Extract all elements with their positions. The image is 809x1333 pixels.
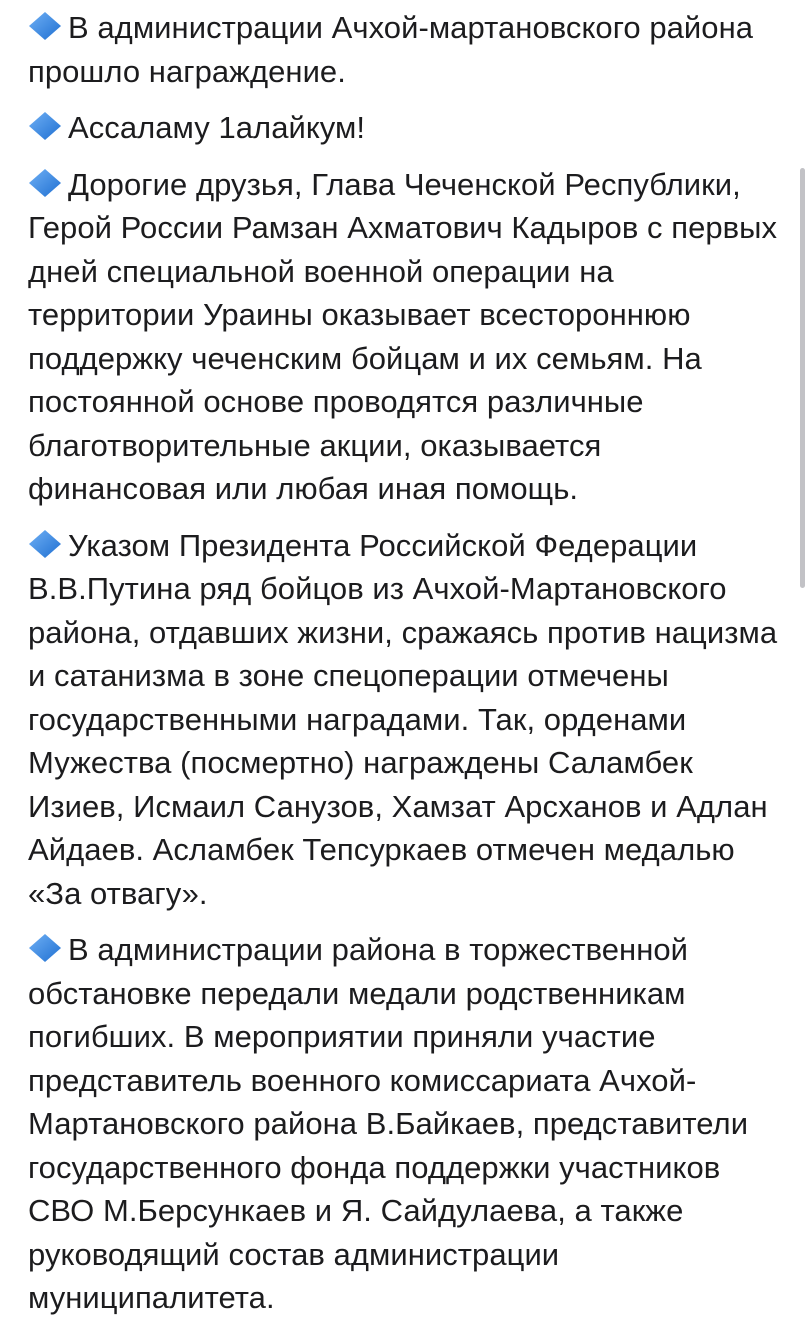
large-blue-diamond-icon bbox=[28, 109, 62, 139]
paragraph-text: Указом Президента Российской Федерации В.В.Путина ряд бойцов из Ачхой-Мартановского района, отдавших жизни, сражаясь против нацизма и сатанизма в зоне спецоперации отмечены государственными наградами. Так, орденами Мужества (посмертно) награждены Саламбек Изиев, Исмаил Санузов, Хамзат Арсханов и Адлан Айдаев. Асламбек Тепсуркаев отмечен медалью «За отвагу». bbox=[28, 527, 778, 911]
large-blue-diamond-icon bbox=[28, 527, 62, 557]
message-paragraph bbox=[28, 524, 788, 916]
paragraph-text: В администрации Ачхой-мартановского района прошло награждение. bbox=[28, 10, 754, 89]
paragraph-text: Дорогие друзья, Глава Чеченской Республики, Герой России Рамзан Ахматович Кадыров с первых дней специальной военной операции на территории Ураины оказывает всестороннюю поддержку чеченским бойцам и их семьям. На постоянной основе проводятся различные благотворительные акции, оказывается финансовая или любая иная помощь. bbox=[28, 166, 778, 506]
large-blue-diamond-icon bbox=[28, 9, 62, 39]
message-body bbox=[28, 6, 788, 1333]
large-blue-diamond-icon bbox=[28, 931, 62, 961]
paragraph-text: В администрации района в торжественной обстановке передали медали родственникам погибших. В мероприятии приняли участие представитель военного комиссариата Ачхой-Мартановского района В.Байкаев, представители государственного фонда поддержки участников СВО М.Берсункаев и Я. Сайдулаева, а также руководящий состав администрации муниципалитета. bbox=[28, 932, 749, 1315]
message-paragraph bbox=[28, 163, 788, 511]
message-paragraph bbox=[28, 928, 788, 1320]
message-paragraph bbox=[28, 106, 788, 150]
paragraph-text: Ассаламу 1алайкум! bbox=[68, 110, 366, 145]
message-paragraph bbox=[28, 6, 788, 93]
vertical-scrollbar[interactable] bbox=[800, 168, 805, 588]
large-blue-diamond-icon bbox=[28, 166, 62, 196]
